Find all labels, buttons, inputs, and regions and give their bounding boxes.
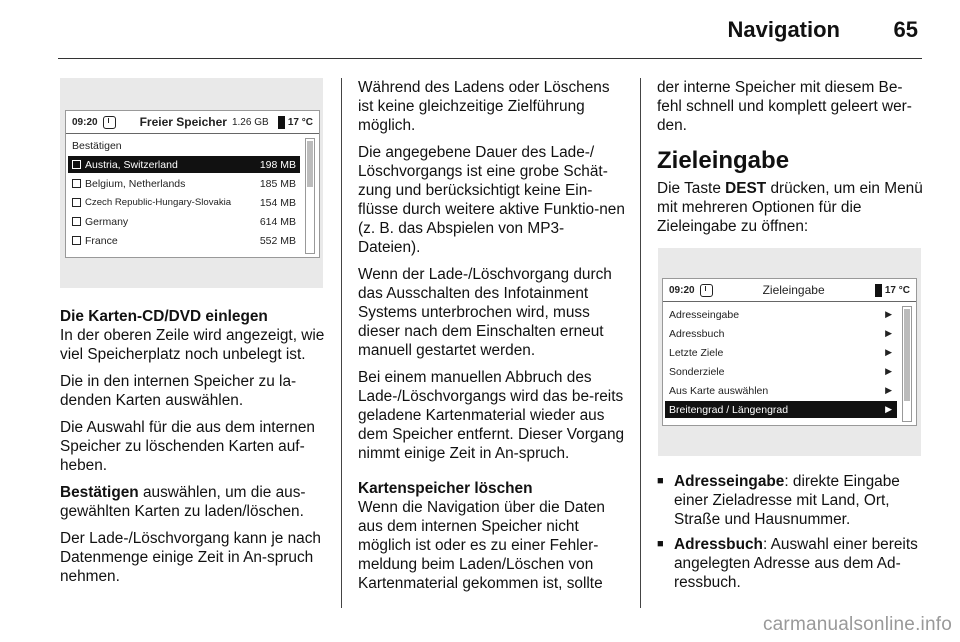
status-bar bbox=[66, 111, 319, 134]
scrollbar-thumb[interactable] bbox=[307, 141, 313, 187]
map-row[interactable] bbox=[68, 194, 300, 211]
menu-item-from-map[interactable] bbox=[665, 382, 897, 399]
paragraph bbox=[60, 483, 328, 521]
status-bar bbox=[663, 279, 916, 302]
paragraph: Die Auswahl für die aus dem internen Speicher zu löschenden Karten auf-heben. bbox=[60, 419, 315, 474]
menu-item-label: Letzte Ziele bbox=[669, 346, 724, 359]
section-title: Zieleingabe bbox=[657, 147, 790, 174]
list-item bbox=[657, 472, 925, 529]
chevron-right-icon: ▶ bbox=[885, 328, 892, 338]
display-frame bbox=[65, 110, 320, 258]
map-size: 154 MB bbox=[259, 196, 296, 209]
checkbox-checked-icon bbox=[72, 160, 81, 169]
paragraph-text: drücken, um ein Menü mit mehreren Optionen für die Zieleingabe zu öffnen: bbox=[657, 180, 923, 235]
chevron-right-icon: ▶ bbox=[885, 309, 892, 319]
paragraph: Während des Ladens oder Löschens ist keine gleichzeitige Zielführung möglich. bbox=[358, 79, 610, 134]
menu-item-label: Breitengrad / Längengrad bbox=[669, 403, 789, 416]
option-name: Adresseingabe bbox=[674, 473, 785, 490]
page-number: 65 bbox=[893, 17, 918, 42]
paragraph bbox=[657, 179, 925, 236]
menu-item-label: Adressbuch bbox=[669, 327, 725, 340]
confirm-label: Bestätigen bbox=[72, 139, 122, 152]
menu-item-address-entry[interactable] bbox=[665, 306, 897, 323]
menu-item-address-book[interactable] bbox=[665, 325, 897, 342]
map-name: France bbox=[85, 234, 118, 247]
paragraph: Die in den internen Speicher zu la-denden Karten auswählen. bbox=[60, 373, 297, 409]
menu-item-label: Adresseingabe bbox=[669, 308, 740, 321]
section-heading: Kartenspeicher löschen bbox=[358, 480, 533, 497]
scrollbar-thumb[interactable] bbox=[904, 309, 910, 401]
chevron-right-icon: ▶ bbox=[885, 385, 892, 395]
checkbox-icon bbox=[72, 236, 81, 245]
menu-item-label: Sonderziele bbox=[669, 365, 725, 378]
paragraph: Wenn die Navigation über die Daten aus dem internen Speicher nicht möglich ist oder es zu einer Fehler-meldung beim Laden/Löschen von Kartenmaterial gekommen ist, sollte bbox=[358, 499, 605, 592]
map-row[interactable] bbox=[68, 156, 300, 173]
map-name: Austria, Switzerland bbox=[85, 158, 178, 171]
confirm-item[interactable] bbox=[68, 137, 298, 154]
screen-title: Zieleingabe bbox=[762, 283, 825, 297]
option-description: : direkte Eingabe einer Zieladresse mit Land, Ort, Straße und Hausnummer. bbox=[674, 473, 900, 528]
chapter-title: Navigation bbox=[727, 17, 840, 42]
paragraph-text: auswählen, um die aus-gewählten Karten zu laden/löschen. bbox=[60, 484, 306, 520]
chevron-right-icon: ▶ bbox=[885, 366, 892, 376]
clock-icon bbox=[103, 116, 116, 129]
temperature: 17 °C bbox=[287, 116, 313, 128]
header-rule bbox=[58, 58, 922, 59]
paragraph: In der oberen Zeile wird angezeigt, wie viel Speicherplatz noch unbelegt ist. bbox=[60, 327, 325, 363]
option-name: Adressbuch bbox=[674, 536, 763, 553]
screen-image-destination bbox=[658, 248, 921, 456]
page-header bbox=[0, 0, 960, 62]
paragraph: der interne Speicher mit diesem Be-fehl schnell und komplett geleert wer-den. bbox=[657, 79, 912, 134]
map-name: Belgium, Netherlands bbox=[85, 177, 186, 190]
list-item bbox=[657, 535, 925, 592]
menu-item-label: Aus Karte auswählen bbox=[669, 384, 769, 397]
watermark: carmanualsonline.info bbox=[762, 614, 952, 635]
menu-item-last-destinations[interactable] bbox=[665, 344, 897, 361]
scrollbar[interactable] bbox=[902, 306, 912, 422]
thermometer-icon bbox=[278, 116, 285, 129]
text-column-3 bbox=[657, 78, 925, 244]
paragraph: Die angegebene Dauer des Lade-/ Löschvorgangs ist eine grobe Schät-zung und berücksichtigt keine Ein-flüsse durch weitere aktive Funktio-nen (z. B. das Abspielen von MP3-Dateien). bbox=[358, 144, 625, 256]
map-row[interactable] bbox=[68, 175, 300, 192]
paragraph: Bei einem manuellen Abbruch des Lade-/Löschvorgangs wird das be-reits geladene Kartenmaterial wieder aus dem Speicher entfernt. Dieser Vorgang nimmt einige Zeit in An-spruch. bbox=[358, 369, 625, 462]
clock-time: 09:20 bbox=[669, 284, 695, 296]
section-heading: Die Karten-CD/DVD einlegen bbox=[60, 308, 268, 325]
temperature: 17 °C bbox=[884, 284, 910, 296]
checkbox-icon bbox=[72, 179, 81, 188]
bullet-list-column-3 bbox=[657, 472, 925, 598]
paragraph-text: Die Taste bbox=[657, 180, 726, 197]
option-list bbox=[657, 472, 925, 592]
option-description: : Auswahl einer bereits angelegten Adresse aus dem Ad-ressbuch. bbox=[674, 536, 918, 591]
map-name: Germany bbox=[85, 215, 129, 228]
map-size: 185 MB bbox=[259, 177, 296, 190]
screen-image-memory bbox=[60, 78, 323, 288]
screen-title: Freier Speicher bbox=[139, 115, 227, 129]
column-divider bbox=[640, 78, 641, 608]
menu-item-poi[interactable] bbox=[665, 363, 897, 380]
text-column-2 bbox=[358, 78, 626, 601]
text-column-1 bbox=[60, 307, 328, 594]
thermometer-icon bbox=[875, 284, 882, 297]
scrollbar[interactable] bbox=[305, 138, 315, 254]
key-name: DEST bbox=[725, 180, 767, 197]
bold-term: Bestätigen bbox=[60, 484, 139, 501]
column-divider bbox=[341, 78, 342, 608]
paragraph: Wenn der Lade-/Löschvorgang durch das Ausschalten des Infotainment Systems unterbrochen wird, muss dieser nach dem Einschalten erneut manuell gestartet werden. bbox=[358, 266, 612, 359]
checkbox-icon bbox=[72, 217, 81, 226]
map-name: Czech Republic-Hungary-Slovakia bbox=[85, 197, 232, 208]
map-size: 614 MB bbox=[259, 215, 296, 228]
paragraph: Der Lade-/Löschvorgang kann je nach Datenmenge einige Zeit in An-spruch nehmen. bbox=[60, 530, 321, 585]
clock-time: 09:20 bbox=[72, 116, 98, 128]
free-memory: 1.26 GB bbox=[231, 116, 269, 128]
map-size: 198 MB bbox=[259, 158, 296, 171]
display-frame bbox=[662, 278, 917, 426]
menu-item-lat-long[interactable] bbox=[665, 401, 897, 418]
checkbox-icon bbox=[72, 198, 81, 207]
clock-icon bbox=[700, 284, 713, 297]
chevron-right-icon: ▶ bbox=[885, 404, 892, 414]
map-row[interactable] bbox=[68, 213, 300, 230]
map-row[interactable] bbox=[68, 232, 300, 249]
chevron-right-icon: ▶ bbox=[885, 347, 892, 357]
map-size: 552 MB bbox=[259, 234, 296, 247]
